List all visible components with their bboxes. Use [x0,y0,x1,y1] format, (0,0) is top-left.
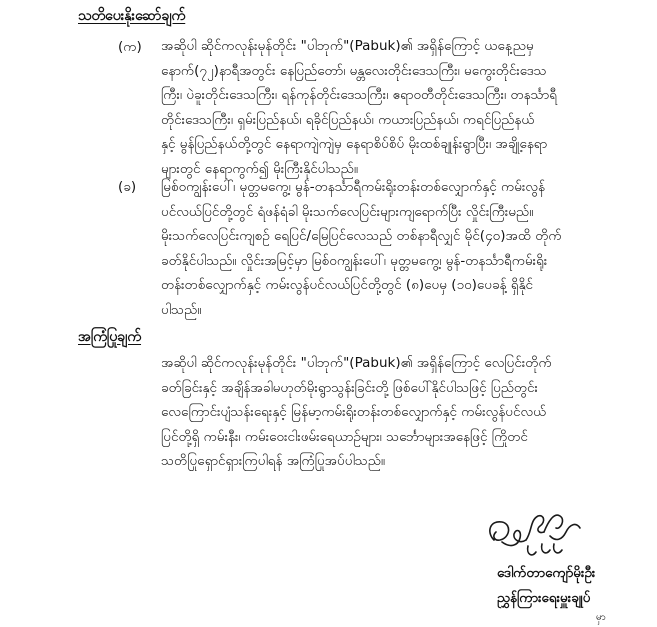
paragraph-line: တန်းတစ်လျှောက်နှင့် ကမ်းလွန်ပင်လယ်ပြင်တို့တွင် (၈)ပေမှ (၁၀)ပေခန့် ရှိနိုင် [161,277,534,293]
paragraph-line: အဆိုပါ ဆိုင်ကလုန်းမုန်တိုင်း "ပါဘုက်"(Pabuk)၏ အရှိန်ကြောင့် လေပြင်းတိုက် [161,355,552,371]
paragraph-line: လေကြောင်းပျံသန်းရေးနှင့် မြန်မာ့ကမ်းရိုးတန်းတစ်လျှောက်နှင့် ကမ်းလွန်ပင်လယ် [161,404,547,420]
item-a-marker: (က) [118,39,142,55]
advice-heading: အကြံပြုချက် [78,329,142,345]
paragraph-line: မြစ်ဝကျွန်းပေါ်၊ မုတ္တမကွေ့၊ မွန်-တနင်္သာရီကမ်းရိုးတန်းတစ်လျှောက်နှင့် ကမ်းလွန် [161,179,546,195]
paragraph-line: ပင်လယ်ပြင်တို့တွင် ရံဖန်ရံခါ မိုးသက်လေပြင်းများကျရောက်ပြီး လှိုင်းကြီးမည်။ [161,203,534,220]
handwritten-signature [480,502,590,564]
paragraph-line: ခတ်နိုင်ပါသည်။ လှိုင်းအမြင့်မှာ မြစ်ဝကျွန်းပေါ်၊ မုတ္တမကွေ့၊ မွန်-တနင်္သာရီကမ်းရိုး [161,252,548,269]
paragraph-line: ကြီး၊ ပဲခူးတိုင်းဒေသကြီး၊ ရန်ကုန်တိုင်းဒေသကြီး၊ ဧရာဝတီတိုင်းဒေသကြီး၊ တနင်္သာရီ [161,87,557,103]
paragraph-line: မိုးသက်လေပြင်းကျစဉ် ရေပြင်/မြေပြင်လေသည် တစ်နာရီလျှင် မိုင်(၄၀)အထိ တိုက် [161,228,562,244]
advice-paragraph [161,351,637,474]
item-a-paragraph [161,34,637,181]
paragraph-line: တိုင်းဒေသကြီး၊ ရှမ်းပြည်နယ်၊ ရခိုင်ပြည်နယ်၊ ကယားပြည်နယ်၊ ကရင်ပြည်နယ် [161,111,535,128]
paragraph-line: သတိပြုရှောင်ရှားကြပါရန် အကြံပြုအပ်ပါသည်။ [161,453,385,469]
signatory-note: မှာ [596,612,606,623]
signatory-title: ညွှန်ကြားရေးမှူးချုပ် [497,590,591,606]
item-b-paragraph [161,175,637,322]
paragraph-line: အဆိုပါ ဆိုင်ကလုန်းမုန်တိုင်း "ပါဘုက်"(Pabuk)၏ အရှိန်ကြောင့် ယနေ့ညမှ [161,38,534,54]
paragraph-line: ပြင်တို့ရှိ ကမ်းနီး၊ ကမ်းဝေးငါးဖမ်းရေယာဉ်များ၊ သင်္ဘောများအနေဖြင့် ကြိုတင် [161,428,528,445]
signatory-name: ဒေါက်တာကျော်မိုးဦး [497,565,596,581]
paragraph-line: ခတ်ခြင်းနှင့် အချိန်အခါမဟုတ်မိုးရွာသွန်းခြင်းတို့ ဖြစ်ပေါ်နိုင်ပါသဖြင့် ပြည်တွင်း [161,379,538,396]
paragraph-line: ပါသည်။ [161,301,202,318]
paragraph-line: နှင့် မွန်ပြည်နယ်တို့တွင် နေရာကျဲကျဲမှ နေရာစိပ်စိပ် မိုးထစ်ချုန်းရွာပြီး၊ အချို့နေရာ [161,136,548,152]
paragraph-line: နောက်(၇၂)နာရီအတွင်း နေပြည်တော်၊ မန္တလေးတိုင်းဒေသကြီး၊ မကွေးတိုင်းဒေသ [161,62,547,79]
warning-heading: သတိပေးနိုးဆော်ချက် [78,8,186,24]
item-b-marker: (ခ) [118,179,137,195]
paragraph-line: များတွင် နေရာကွက်၍ မိုးကြီးနိုင်ပါသည်။ [161,160,358,177]
